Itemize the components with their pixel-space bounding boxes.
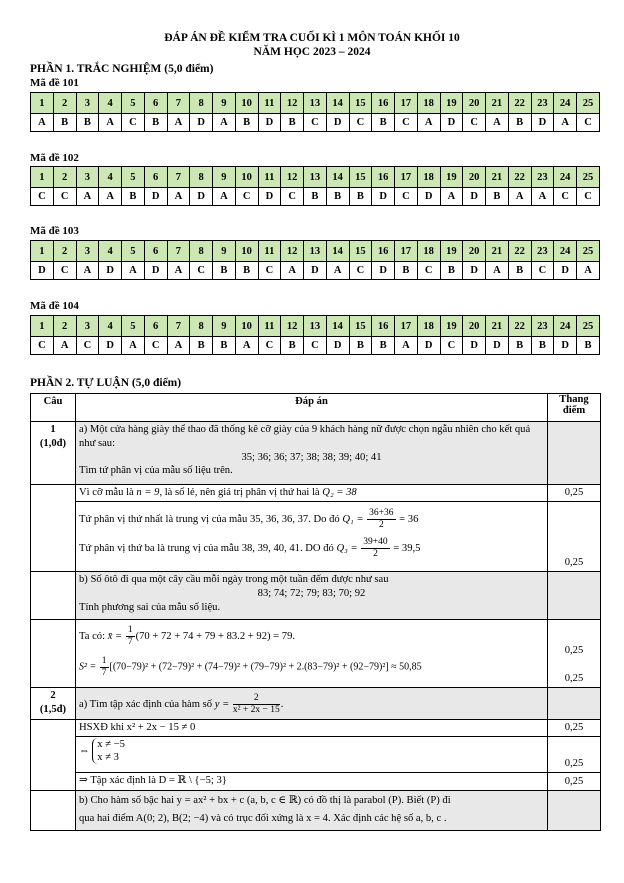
answer-cell: B	[531, 337, 554, 355]
question-number-cell: 19	[440, 316, 463, 337]
answer-cell: C	[395, 114, 418, 132]
question-number-cell: 11	[258, 93, 281, 114]
answer-cell: A	[281, 262, 304, 280]
exam-code-label: Mã đề 104	[30, 300, 79, 312]
question-number: 1	[50, 424, 56, 435]
question-number-cell: 17	[395, 241, 418, 262]
answer-cell: A	[167, 337, 190, 355]
answer-cell: D	[554, 262, 577, 280]
question-number-cell: 25	[577, 241, 600, 262]
answer-cell: A	[417, 114, 440, 132]
answer-cell: D	[372, 262, 395, 280]
answer-cell: B	[508, 262, 531, 280]
score-value: 0,25	[548, 736, 601, 772]
answer-cell: B	[144, 114, 167, 132]
answer-cell: C	[258, 337, 281, 355]
answer-cell: D	[31, 262, 54, 280]
question-number-cell: 5	[122, 167, 145, 188]
question-number-cell: 14	[326, 167, 349, 188]
question-number-cell: 15	[349, 241, 372, 262]
question-ask: Tính phương sai của mẫu số liệu.	[79, 601, 221, 613]
answer-cell: A	[213, 114, 236, 132]
question-number-cell: 20	[463, 241, 486, 262]
question-number-cell: 24	[554, 93, 577, 114]
answer-cell: C	[235, 188, 258, 206]
score-cell	[548, 572, 601, 620]
answer-cell: B	[281, 337, 304, 355]
question-number-cell: 3	[76, 93, 99, 114]
question-number-cell: 1	[31, 316, 54, 337]
answer-cell: C	[304, 337, 327, 355]
question-number-cell: 23	[531, 316, 554, 337]
question-number-cell: 8	[190, 241, 213, 262]
question-number-cell: 5	[122, 241, 145, 262]
answer-cell: A	[167, 114, 190, 132]
answer-cell: D	[144, 188, 167, 206]
question-number-cell: 2	[53, 316, 76, 337]
question-number-cell: 10	[235, 316, 258, 337]
answer-cell: A	[53, 337, 76, 355]
question-number-cell: 7	[167, 316, 190, 337]
answer-cell: B	[326, 188, 349, 206]
score-cell	[548, 422, 601, 485]
answer-cell: A	[213, 188, 236, 206]
header-score: Thang điểm	[548, 394, 601, 422]
answer-cell: A	[326, 262, 349, 280]
question-number-cell: 19	[440, 167, 463, 188]
answer-cell: B	[213, 262, 236, 280]
question-number-cell: 15	[349, 316, 372, 337]
answer-step: HSXĐ khi x² + 2x − 15 ≠ 0	[76, 720, 548, 737]
school-year: NĂM HỌC 2023 – 2024	[253, 46, 371, 58]
answer-cell: D	[99, 262, 122, 280]
answer-cell: C	[440, 337, 463, 355]
answer-step: Ta có: x̄ = $\frac{1}{7}$ (70 + 72 + 74 + 79 + 83.2 + 92) = 79. S² = $\frac{1}{7}$ [(70−79)² + (72−79)² + (74−79)² + (79−79)² + 2.(83−79)² + (92−79)²] ≈ 50,85	[76, 620, 548, 688]
question-number-cell: 16	[372, 167, 395, 188]
answer-cell: D	[463, 337, 486, 355]
question-number-cell: 14	[326, 241, 349, 262]
answer-cell: A	[508, 188, 531, 206]
question-number-cell: 25	[577, 167, 600, 188]
question-2a-text: a) Tìm tập xác định của hàm số y = $\frac{2}{\text{x² + 2x − 15}}$ .	[76, 688, 548, 720]
question-number-cell: 3	[76, 167, 99, 188]
question-number-cell: 24	[554, 316, 577, 337]
question-number-cell: 16	[372, 316, 395, 337]
answer-cell: D	[99, 337, 122, 355]
header-answer: Đáp án	[76, 394, 548, 422]
answer-cell: D	[463, 262, 486, 280]
answer-cell: D	[463, 188, 486, 206]
score-value: 0,25 0,25	[548, 620, 601, 688]
answer-cell: C	[304, 114, 327, 132]
answer-cell: A	[122, 262, 145, 280]
answer-cell: C	[417, 262, 440, 280]
question-number-cell: 24	[554, 241, 577, 262]
essay-answer-table	[30, 393, 601, 831]
question-number-cell: 22	[508, 316, 531, 337]
answer-cell: D	[258, 114, 281, 132]
question-number-cell: 15	[349, 167, 372, 188]
answer-table-102	[30, 166, 600, 206]
answer-cell: A	[99, 188, 122, 206]
question-number-cell: 18	[417, 241, 440, 262]
answer-cell: C	[31, 337, 54, 355]
question-number-cell: 21	[486, 316, 509, 337]
answer-cell: D	[372, 188, 395, 206]
question-number-cell: 10	[235, 167, 258, 188]
exam-code-label: Mã đề 102	[30, 152, 79, 164]
part2-title: PHẦN 2. TỰ LUẬN (5,0 điểm)	[30, 377, 182, 389]
question-number-cell: 17	[395, 93, 418, 114]
question-text: b) Số ôtô đi qua một cây cầu mỗi ngày trong một tuần đếm được như sau	[79, 574, 389, 585]
empty-cell	[31, 720, 76, 791]
answer-cell: B	[372, 337, 395, 355]
answer-table-103	[30, 240, 600, 280]
question-number-cell: 18	[417, 167, 440, 188]
question-number-cell: 8	[190, 316, 213, 337]
question-number-cell: 12	[281, 167, 304, 188]
question-number-cell: 20	[463, 93, 486, 114]
question-number-cell: 1	[31, 241, 54, 262]
answer-cell: D	[304, 262, 327, 280]
question-ask: Tìm tứ phân vị của mẫu số liệu trên.	[79, 465, 233, 477]
exam-code-label: Mã đề 103	[30, 225, 79, 237]
answer-cell: B	[122, 188, 145, 206]
answer-cell: A	[76, 262, 99, 280]
answer-step: ⇒ Tập xác định là D = ℝ \ {−5; 3}	[76, 772, 548, 790]
answer-cell: B	[281, 114, 304, 132]
answer-cell: B	[53, 114, 76, 132]
question-1a-text	[76, 422, 548, 485]
answer-step: ⇔ x ≠ −5 x ≠ 3	[76, 736, 548, 772]
question-number-cell: 5	[122, 316, 145, 337]
question-number-cell: 17	[395, 316, 418, 337]
empty-cell	[31, 572, 76, 620]
question-number-cell: 16	[372, 93, 395, 114]
score-cell	[548, 790, 601, 830]
question-number-cell: 9	[213, 241, 236, 262]
question-number-cell: 14	[326, 316, 349, 337]
question-number-cell: 13	[304, 167, 327, 188]
answer-cell: A	[577, 262, 600, 280]
answer-row	[31, 262, 600, 280]
answer-row	[31, 337, 600, 355]
answer-cell: D	[326, 114, 349, 132]
question-number-cell: 16	[372, 241, 395, 262]
answer-cell: B	[190, 337, 213, 355]
answer-cell: B	[76, 114, 99, 132]
question-number-cell: 2	[53, 241, 76, 262]
question-number-cell: 23	[531, 93, 554, 114]
question-number-cell: 18	[417, 93, 440, 114]
answer-cell: C	[349, 114, 372, 132]
answer-cell: A	[235, 337, 258, 355]
answer-cell: A	[31, 114, 54, 132]
question-number-cell: 1	[31, 167, 54, 188]
answer-cell: C	[554, 188, 577, 206]
question-number-cell: 10	[235, 93, 258, 114]
sample-data: 35; 36; 36; 37; 38; 38; 39; 40; 41	[241, 451, 382, 463]
answer-cell: B	[440, 262, 463, 280]
answer-cell: B	[508, 337, 531, 355]
answer-row	[31, 114, 600, 132]
answer-cell: A	[554, 114, 577, 132]
answer-cell: C	[144, 337, 167, 355]
answer-step: Vì cỡ mẫu là n = 9, là số lẻ, nên giá trị phân vị thứ hai là Q₂ = 38	[76, 485, 548, 502]
answer-cell: B	[508, 114, 531, 132]
question-number-cell: 22	[508, 93, 531, 114]
answer-cell: D	[554, 337, 577, 355]
question-number-row	[31, 93, 600, 114]
question-number-cell: 11	[258, 241, 281, 262]
question-number-cell: 20	[463, 316, 486, 337]
question-number-cell: 15	[349, 93, 372, 114]
question-number-cell: 12	[281, 93, 304, 114]
question-number-cell: 19	[440, 241, 463, 262]
answer-cell: C	[53, 262, 76, 280]
answer-cell: C	[122, 114, 145, 132]
answer-cell: B	[235, 114, 258, 132]
answer-row	[31, 188, 600, 206]
answer-cell: C	[531, 262, 554, 280]
question-number-cell: 21	[486, 167, 509, 188]
question-number-cell: 1	[31, 93, 54, 114]
question-number-cell: 6	[144, 241, 167, 262]
answer-cell: B	[304, 188, 327, 206]
answer-cell: C	[349, 262, 372, 280]
answer-cell: A	[395, 337, 418, 355]
question-number-cell: 24	[554, 167, 577, 188]
question-number-cell: 8	[190, 93, 213, 114]
score-value: 0,25	[548, 772, 601, 790]
answer-cell: D	[531, 114, 554, 132]
question-number-cell: 11	[258, 167, 281, 188]
answer-step: Tứ phân vị thứ nhất là trung vị của mẫu 35, 36, 36, 37. Do đó Q₁ = $\frac{36+36}{2}$ = 36 Tứ phân vị thứ ba là trung vị của mẫu 38, 39, 40, 41. DO đó Q₃ = $\frac{39+40}{2}$ = 39,5	[76, 502, 548, 572]
question-number-cell: 13	[304, 316, 327, 337]
question-number-row	[31, 167, 600, 188]
answer-cell: D	[440, 114, 463, 132]
question-number-cell: 12	[281, 241, 304, 262]
answer-cell: C	[53, 188, 76, 206]
answer-cell: D	[144, 262, 167, 280]
question-1-cell	[31, 422, 76, 485]
answer-cell: B	[213, 337, 236, 355]
answer-cell: B	[486, 188, 509, 206]
answer-cell: A	[440, 188, 463, 206]
answer-table-101	[30, 92, 600, 132]
question-number-cell: 25	[577, 316, 600, 337]
question-1b-text	[76, 572, 548, 620]
answer-cell: D	[190, 188, 213, 206]
question-number-cell: 4	[99, 241, 122, 262]
question-number-cell: 4	[99, 93, 122, 114]
question-number-cell: 12	[281, 316, 304, 337]
header-question: Câu	[31, 394, 76, 422]
sample-data: 83; 74; 72; 79; 83; 70; 92	[257, 587, 366, 599]
question-number-cell: 13	[304, 241, 327, 262]
part1-title: PHẦN 1. TRẮC NGHIỆM (5,0 điểm)	[30, 63, 214, 75]
question-number-cell: 7	[167, 93, 190, 114]
question-2-cell	[31, 688, 76, 720]
question-number-cell: 9	[213, 93, 236, 114]
answer-cell: C	[577, 114, 600, 132]
answer-table-104	[30, 315, 600, 355]
question-number-cell: 14	[326, 93, 349, 114]
answer-cell: C	[76, 337, 99, 355]
question-number-cell: 6	[144, 93, 167, 114]
question-number-cell: 21	[486, 93, 509, 114]
question-points: (1,0đ)	[39, 437, 67, 449]
empty-cell	[31, 790, 76, 830]
question-number-cell: 10	[235, 241, 258, 262]
question-number-cell: 17	[395, 167, 418, 188]
answer-cell: A	[486, 114, 509, 132]
question-number-cell: 20	[463, 167, 486, 188]
answer-cell: D	[258, 188, 281, 206]
question-number-cell: 22	[508, 167, 531, 188]
answer-cell: B	[235, 262, 258, 280]
answer-cell: A	[167, 188, 190, 206]
question-number-cell: 4	[99, 167, 122, 188]
answer-cell: B	[577, 337, 600, 355]
empty-cell	[31, 485, 76, 572]
answer-cell: D	[417, 188, 440, 206]
answer-cell: D	[417, 337, 440, 355]
question-number-cell: 6	[144, 316, 167, 337]
question-number-cell: 9	[213, 167, 236, 188]
question-number-cell: 25	[577, 93, 600, 114]
answer-cell: C	[463, 114, 486, 132]
answer-cell: A	[531, 188, 554, 206]
question-number-cell: 2	[53, 93, 76, 114]
question-number-cell: 22	[508, 241, 531, 262]
answer-cell: B	[372, 114, 395, 132]
score-value: 0,25	[548, 502, 601, 572]
answer-cell: B	[395, 262, 418, 280]
question-number-row	[31, 241, 600, 262]
answer-cell: C	[395, 188, 418, 206]
document-title: ĐÁP ÁN ĐỀ KIỂM TRA CUỐI KÌ 1 MÔN TOÁN KHỐI 10	[164, 32, 460, 44]
question-number-cell: 6	[144, 167, 167, 188]
question-number-cell: 2	[53, 167, 76, 188]
question-number-cell: 23	[531, 241, 554, 262]
question-number-cell: 21	[486, 241, 509, 262]
exam-code-label: Mã đề 101	[30, 77, 79, 89]
question-points: (1,5đ)	[39, 703, 67, 715]
question-number-cell: 19	[440, 93, 463, 114]
question-number-cell: 3	[76, 316, 99, 337]
answer-cell: C	[190, 262, 213, 280]
question-number-cell: 7	[167, 241, 190, 262]
question-number-cell: 4	[99, 316, 122, 337]
question-text: a) Một cửa hàng giày thể thao đã thống kê cỡ giày của 9 khách hàng nữ được chọn ngẫu nhiên cho kết quả như sau:	[79, 424, 531, 449]
answer-cell: A	[122, 337, 145, 355]
answer-cell: C	[281, 188, 304, 206]
answer-cell: B	[349, 188, 372, 206]
question-number-cell: 23	[531, 167, 554, 188]
question-number-cell: 8	[190, 167, 213, 188]
answer-cell: D	[486, 337, 509, 355]
question-number-cell: 5	[122, 93, 145, 114]
empty-cell	[31, 620, 76, 688]
question-number: 2	[50, 690, 56, 701]
question-number-cell: 3	[76, 241, 99, 262]
answer-cell: C	[577, 188, 600, 206]
answer-cell: A	[76, 188, 99, 206]
answer-cell: C	[31, 188, 54, 206]
question-number-cell: 18	[417, 316, 440, 337]
question-number-cell: 13	[304, 93, 327, 114]
question-2b-text: b) Cho hàm số bậc hai y = ax² + bx + c (a, b, c ∈ ℝ) có đồ thị là parabol (P). Biết (P) đi qua hai điểm A(0; 2), B(2; −4) và có trục đối xứng là x = 4. Xác định các hệ số a, b, c .	[76, 790, 548, 830]
answer-cell: D	[326, 337, 349, 355]
answer-cell: D	[190, 114, 213, 132]
question-number-cell: 7	[167, 167, 190, 188]
score-cell	[548, 688, 601, 720]
question-number-cell: 11	[258, 316, 281, 337]
answer-cell: B	[349, 337, 372, 355]
answer-cell: A	[167, 262, 190, 280]
answer-cell: A	[99, 114, 122, 132]
question-number-row	[31, 316, 600, 337]
question-number-cell: 9	[213, 316, 236, 337]
score-value: 0,25	[548, 720, 601, 737]
score-value: 0,25	[548, 485, 601, 502]
answer-cell: A	[486, 262, 509, 280]
answer-cell: C	[258, 262, 281, 280]
